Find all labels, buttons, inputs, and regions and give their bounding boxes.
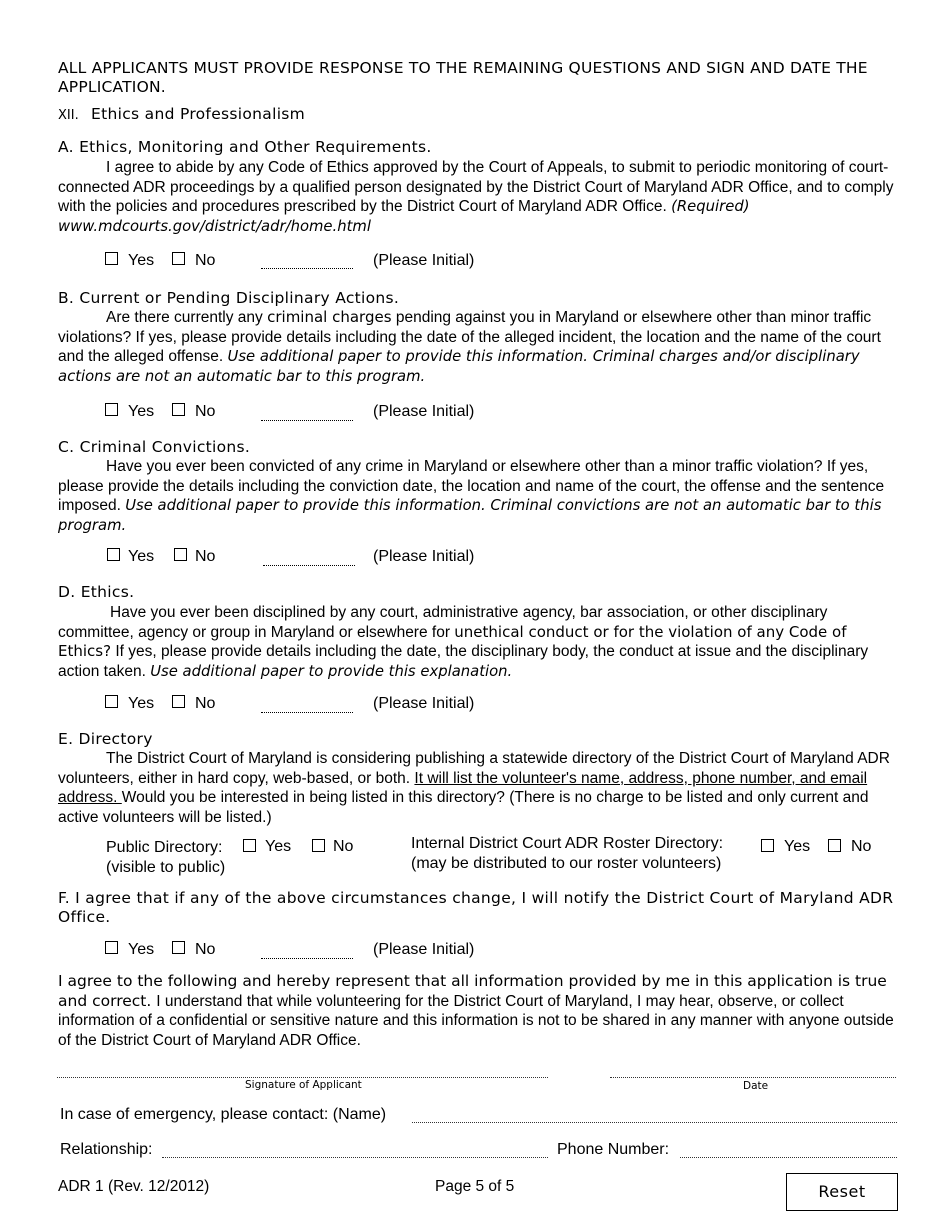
section-b-body-2: criminal charges (267, 308, 392, 326)
c-initial-label: (Please Initial) (373, 548, 475, 565)
f-no-label: No (195, 941, 216, 958)
b-yes-label: Yes (128, 403, 155, 420)
d-initial-field[interactable] (261, 712, 353, 713)
form-id: ADR 1 (Rev. 12/2012) (58, 1178, 210, 1195)
section-number: XII. (58, 108, 79, 123)
intro-instruction: ALL APPLICANTS MUST PROVIDE RESPONSE TO THE REMAINING QUESTIONS AND SIGN AND DATE THE APPLICATION. (58, 59, 868, 96)
internal-no-checkbox[interactable] (828, 839, 841, 852)
section-e-body-1: The District Court of Maryland is considering publishing a statewide directory of the District Court of Maryland ADR volunteers, either in hard copy, web-based, or both. (58, 750, 890, 787)
section-d-heading: D. Ethics. (58, 583, 135, 601)
section-d-body-2: unethical conduct or for the violation of any Code of Ethics? (58, 622, 847, 661)
public-directory-sub: (visible to public) (106, 859, 226, 876)
c-no-label: No (195, 548, 216, 565)
internal-yes-label: Yes (784, 838, 811, 855)
section-title: Ethics and Professionalism (91, 105, 306, 123)
d-initial-label: (Please Initial) (373, 695, 475, 712)
signature-field[interactable] (57, 1077, 548, 1078)
section-d-body-3: If yes, please provide details including the date, the disciplinary body, the conduct at issue and the disciplinary action taken. (58, 643, 869, 680)
internal-directory-sub: (may be distributed to our roster volunteers) (411, 855, 722, 872)
section-b-body-1: Are there currently any (106, 309, 268, 326)
internal-directory-title: Internal District Court ADR Roster Directory: (411, 835, 724, 852)
section-f-heading: F. I agree that if any of the above circumstances change, I will notify the District Court of Maryland ADR Office. (58, 889, 894, 926)
section-c-text (58, 457, 898, 535)
b-initial-label: (Please Initial) (373, 403, 475, 420)
f-initial-field[interactable] (261, 958, 353, 959)
section-b-note: Use additional paper to provide this information. Criminal charges and/or disciplinary actions are not an automatic bar to this program. (58, 348, 860, 385)
section-a-heading: A. Ethics, Monitoring and Other Requirements. (58, 138, 432, 156)
section-b-heading: B. Current or Pending Disciplinary Actions. (58, 289, 400, 307)
section-d-text (58, 603, 898, 681)
emergency-contact-label: In case of emergency, please contact: (Name) (60, 1106, 387, 1123)
section-a-text (58, 158, 898, 236)
c-initial-field[interactable] (263, 565, 355, 566)
a-initial-field[interactable] (261, 268, 353, 269)
public-no-checkbox[interactable] (312, 839, 325, 852)
signature-label: Signature of Applicant (245, 1079, 362, 1091)
b-initial-field[interactable] (261, 420, 353, 421)
section-a-body: I agree to abide by any Code of Ethics approved by the Court of Appeals, to submit to periodic monitoring of court-connected ADR proceedings by a qualified person designated by the District Court of Maryland ADR Office, and to comply with the policies and procedures prescribed by the District Court of Maryland ADR Office. (58, 159, 894, 216)
f-yes-checkbox[interactable] (105, 941, 118, 954)
section-c-body: Have you ever been convicted of any crime in Maryland or elsewhere other than a minor traffic violation? If yes, please provide the details including the conviction date, the location and name of the court, the offense and the sentence imposed. (58, 458, 885, 515)
internal-directory-label (411, 834, 723, 874)
a-yes-label: Yes (128, 252, 155, 269)
a-no-checkbox[interactable] (172, 252, 185, 265)
agreement-part-3: I understand that while volunteering for the District Court of Maryland, I may hear, observe, or collect information of a confidential or sensitive nature and this information is not to be shared in any manner with anyone outside of the District Court of Maryland ADR Office. (58, 992, 894, 1050)
phone-label: Phone Number: (557, 1141, 670, 1158)
section-b-body-3: pending against you in Maryland or elsewhere other than minor traffic violations? If yes, please provide details including the date of the alleged incident, the location and the name of the court and the alleged offense. (58, 309, 881, 366)
public-no-label: No (333, 838, 354, 855)
section-e-body-2: Would you be interested in being listed in this directory? (There is no charge to be listed and only current and active volunteers will be listed.) (58, 789, 869, 826)
public-yes-label: Yes (265, 838, 292, 855)
section-header (58, 105, 305, 124)
section-b-text (58, 308, 898, 386)
c-no-checkbox[interactable] (174, 548, 187, 561)
c-yes-checkbox[interactable] (107, 548, 120, 561)
internal-yes-checkbox[interactable] (761, 839, 774, 852)
section-c-note: Use additional paper to provide this information. Criminal convictions are not an automatic bar to this program. (58, 497, 882, 534)
section-e-text (58, 749, 898, 827)
section-d-body-1: Have you ever been disciplined by any court, administrative agency, bar association, or other disciplinary committee, agency or group in Maryland or elsewhere for (58, 604, 828, 641)
public-yes-checkbox[interactable] (243, 839, 256, 852)
b-yes-checkbox[interactable] (105, 403, 118, 416)
agreement-part-1: I agree to the following and hereby represent that all information provided by me in this application is (58, 972, 856, 990)
a-yes-checkbox[interactable] (105, 252, 118, 265)
internal-no-label: No (851, 838, 872, 855)
section-a-required: (Required) www.mdcourts.gov/district/adr/home.html (58, 198, 750, 235)
section-e-underlined: It will list the volunteer's name, address, phone number, and email address. (58, 769, 868, 807)
section-d-note: Use additional paper to provide this explanation. (150, 662, 513, 680)
section-c-heading: C. Criminal Convictions. (58, 438, 251, 456)
a-initial-label: (Please Initial) (373, 252, 475, 269)
b-no-label: No (195, 403, 216, 420)
f-yes-label: Yes (128, 941, 155, 958)
date-label: Date (743, 1080, 769, 1092)
emergency-name-field[interactable] (412, 1122, 897, 1123)
reset-button[interactable]: Reset (786, 1173, 898, 1211)
section-e-heading: E. Directory (58, 730, 153, 748)
public-directory-label (106, 838, 225, 878)
d-yes-checkbox[interactable] (105, 695, 118, 708)
relationship-label: Relationship: (60, 1141, 153, 1158)
page-number: Page 5 of 5 (435, 1178, 515, 1195)
d-no-label: No (195, 695, 216, 712)
public-directory-title: Public Directory: (106, 839, 223, 856)
date-field[interactable] (610, 1077, 896, 1078)
f-no-checkbox[interactable] (172, 941, 185, 954)
agreement-text (58, 972, 903, 1051)
phone-field[interactable] (680, 1157, 897, 1158)
d-yes-label: Yes (128, 695, 155, 712)
d-no-checkbox[interactable] (172, 695, 185, 708)
c-yes-label: Yes (128, 548, 155, 565)
b-no-checkbox[interactable] (172, 403, 185, 416)
relationship-field[interactable] (162, 1157, 548, 1158)
f-initial-label: (Please Initial) (373, 941, 475, 958)
agreement-part-2: true and correct. (58, 972, 887, 1010)
a-no-label: No (195, 252, 216, 269)
